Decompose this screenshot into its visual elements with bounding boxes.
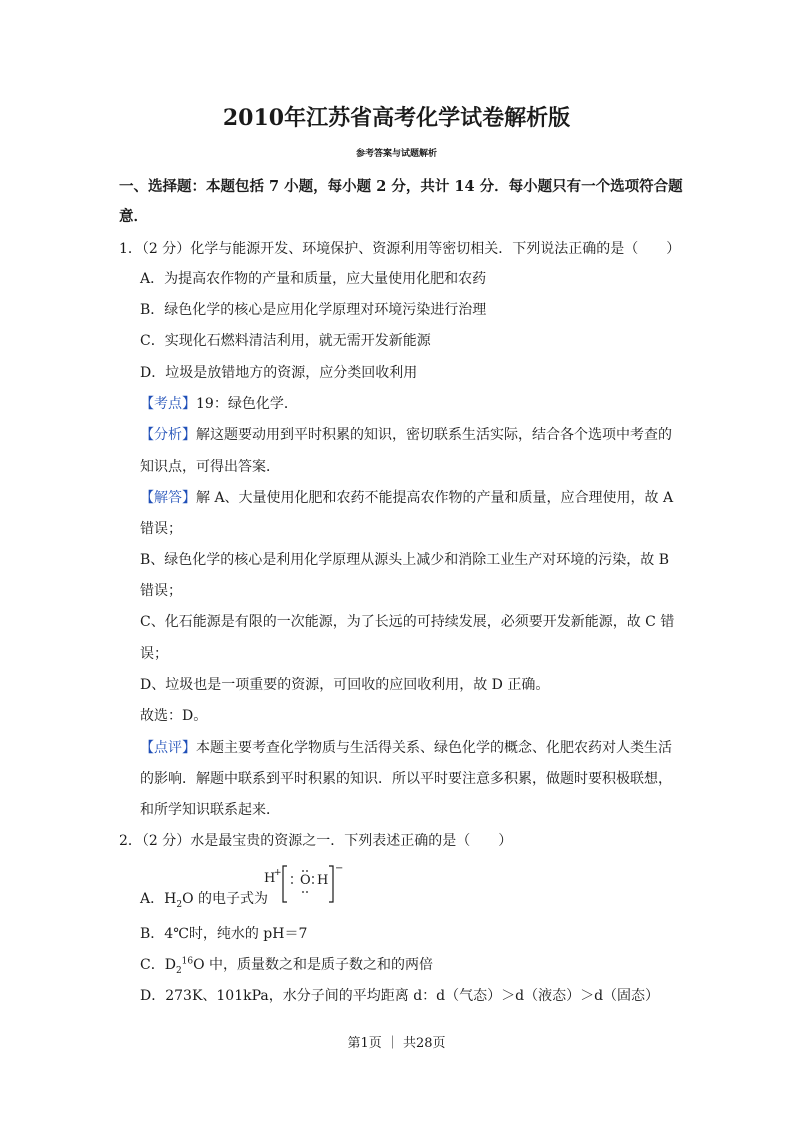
formula-minus: − xyxy=(335,863,344,874)
formula-h-right: H xyxy=(317,873,329,888)
q2-option-d: D．273K、101kPa，水分子间的平均距离 d：d（气态）＞d（液态）＞d（固态） xyxy=(140,988,660,1004)
jieda-tag: 【解答】 xyxy=(140,490,196,506)
q1-jieda-line4: 错误； xyxy=(140,583,182,599)
q1-dianping-line2: 的影响．解题中联系到平时积累的知识．所以平时要注意多积累，做题时要积极联想， xyxy=(140,771,672,787)
electron-formula-image xyxy=(262,862,352,906)
q1-dianping xyxy=(140,739,672,757)
q1-dianping-line3: 和所学知识联系起来． xyxy=(140,802,280,818)
q2-option-c: C．$D_2^{16}O$ 中，质量数之和是质子数之和的两倍 xyxy=(140,956,434,976)
q1-fenxi xyxy=(140,426,672,444)
q1-stem: 1．（2 分）化学与能源开发、环境保护、资源利用等密切相关．下列说法正确的是（ ） xyxy=(119,241,681,257)
q1-option-c: C．实现化石燃料清洁利用，就无需开发新能源 xyxy=(140,333,431,349)
page-footer: 第1页 ｜ 共28页 xyxy=(347,1036,446,1051)
page-title: 2010年江苏省高考化学试卷解析版 xyxy=(222,105,571,131)
formula-plus: + xyxy=(274,868,282,878)
q1-jieda-line2: 错误； xyxy=(140,521,182,537)
q1-option-d: D．垃圾是放错地方的资源，应分类回收利用 xyxy=(140,365,418,381)
q1-jieda xyxy=(140,489,673,507)
left-bracket xyxy=(283,866,287,902)
fenxi-text: 解这题要动用到平时积累的知识，密切联系生活实际，结合各个选项中考查的 xyxy=(196,427,672,443)
dianping-text: 本题主要考查化学物质与生活得关系、绿色化学的概念、化肥农药对人类生活 xyxy=(196,740,672,756)
q1-answer: 故选：D。 xyxy=(140,708,208,724)
q1-option-b: B．绿色化学的核心是应用化学原理对环境污染进行治理 xyxy=(140,302,487,318)
kaodian-tag: 【考点】 xyxy=(140,396,196,412)
q2-option-b: B．4℃时，纯水的 pH＝7 xyxy=(140,926,308,942)
q1-fenxi-cont: 知识点，可得出答案． xyxy=(140,459,280,475)
q1-jieda-line5: C、化石能源是有限的一次能源，为了长远的可持续发展，必须要开发新能源，故 C 错 xyxy=(140,614,675,630)
right-bracket xyxy=(329,866,333,902)
q1-kaodian xyxy=(140,395,298,413)
q2-stem: 2．（2 分）水是最宝贵的资源之一．下列表述正确的是（ ） xyxy=(119,833,513,849)
kaodian-text: 19：绿色化学． xyxy=(196,396,298,412)
q1-jieda-line6: 误； xyxy=(140,646,168,662)
formula-h-left: H xyxy=(264,871,276,886)
section-heading-cont: 意． xyxy=(119,208,148,225)
q1-jieda-line7: D、垃圾也是一项重要的资源，可回收的应回收利用，故 D 正确。 xyxy=(140,677,550,693)
q1-jieda-line3: B、绿色化学的核心是利用化学原理从源头上减少和消除工业生产对环境的污染，故 B xyxy=(140,552,670,568)
jieda-text: 解 A、大量使用化肥和农药不能提高农作物的产量和质量，应合理使用，故 A xyxy=(196,490,674,506)
section-heading: 一、选择题：本题包括 7 小题，每小题 2 分，共计 14 分．每小题只有一个选项符合题 xyxy=(119,178,683,195)
q1-option-a: A．为提高农作物的产量和质量，应大量使用化肥和农药 xyxy=(140,271,487,287)
page-subtitle: 参考答案与试题解析 xyxy=(355,149,437,159)
dianping-tag: 【点评】 xyxy=(140,740,196,756)
formula-o: O xyxy=(300,873,311,888)
fenxi-tag: 【分析】 xyxy=(140,427,196,443)
q2-option-a: A．$H_2O$ 的电子式为 xyxy=(140,891,268,910)
